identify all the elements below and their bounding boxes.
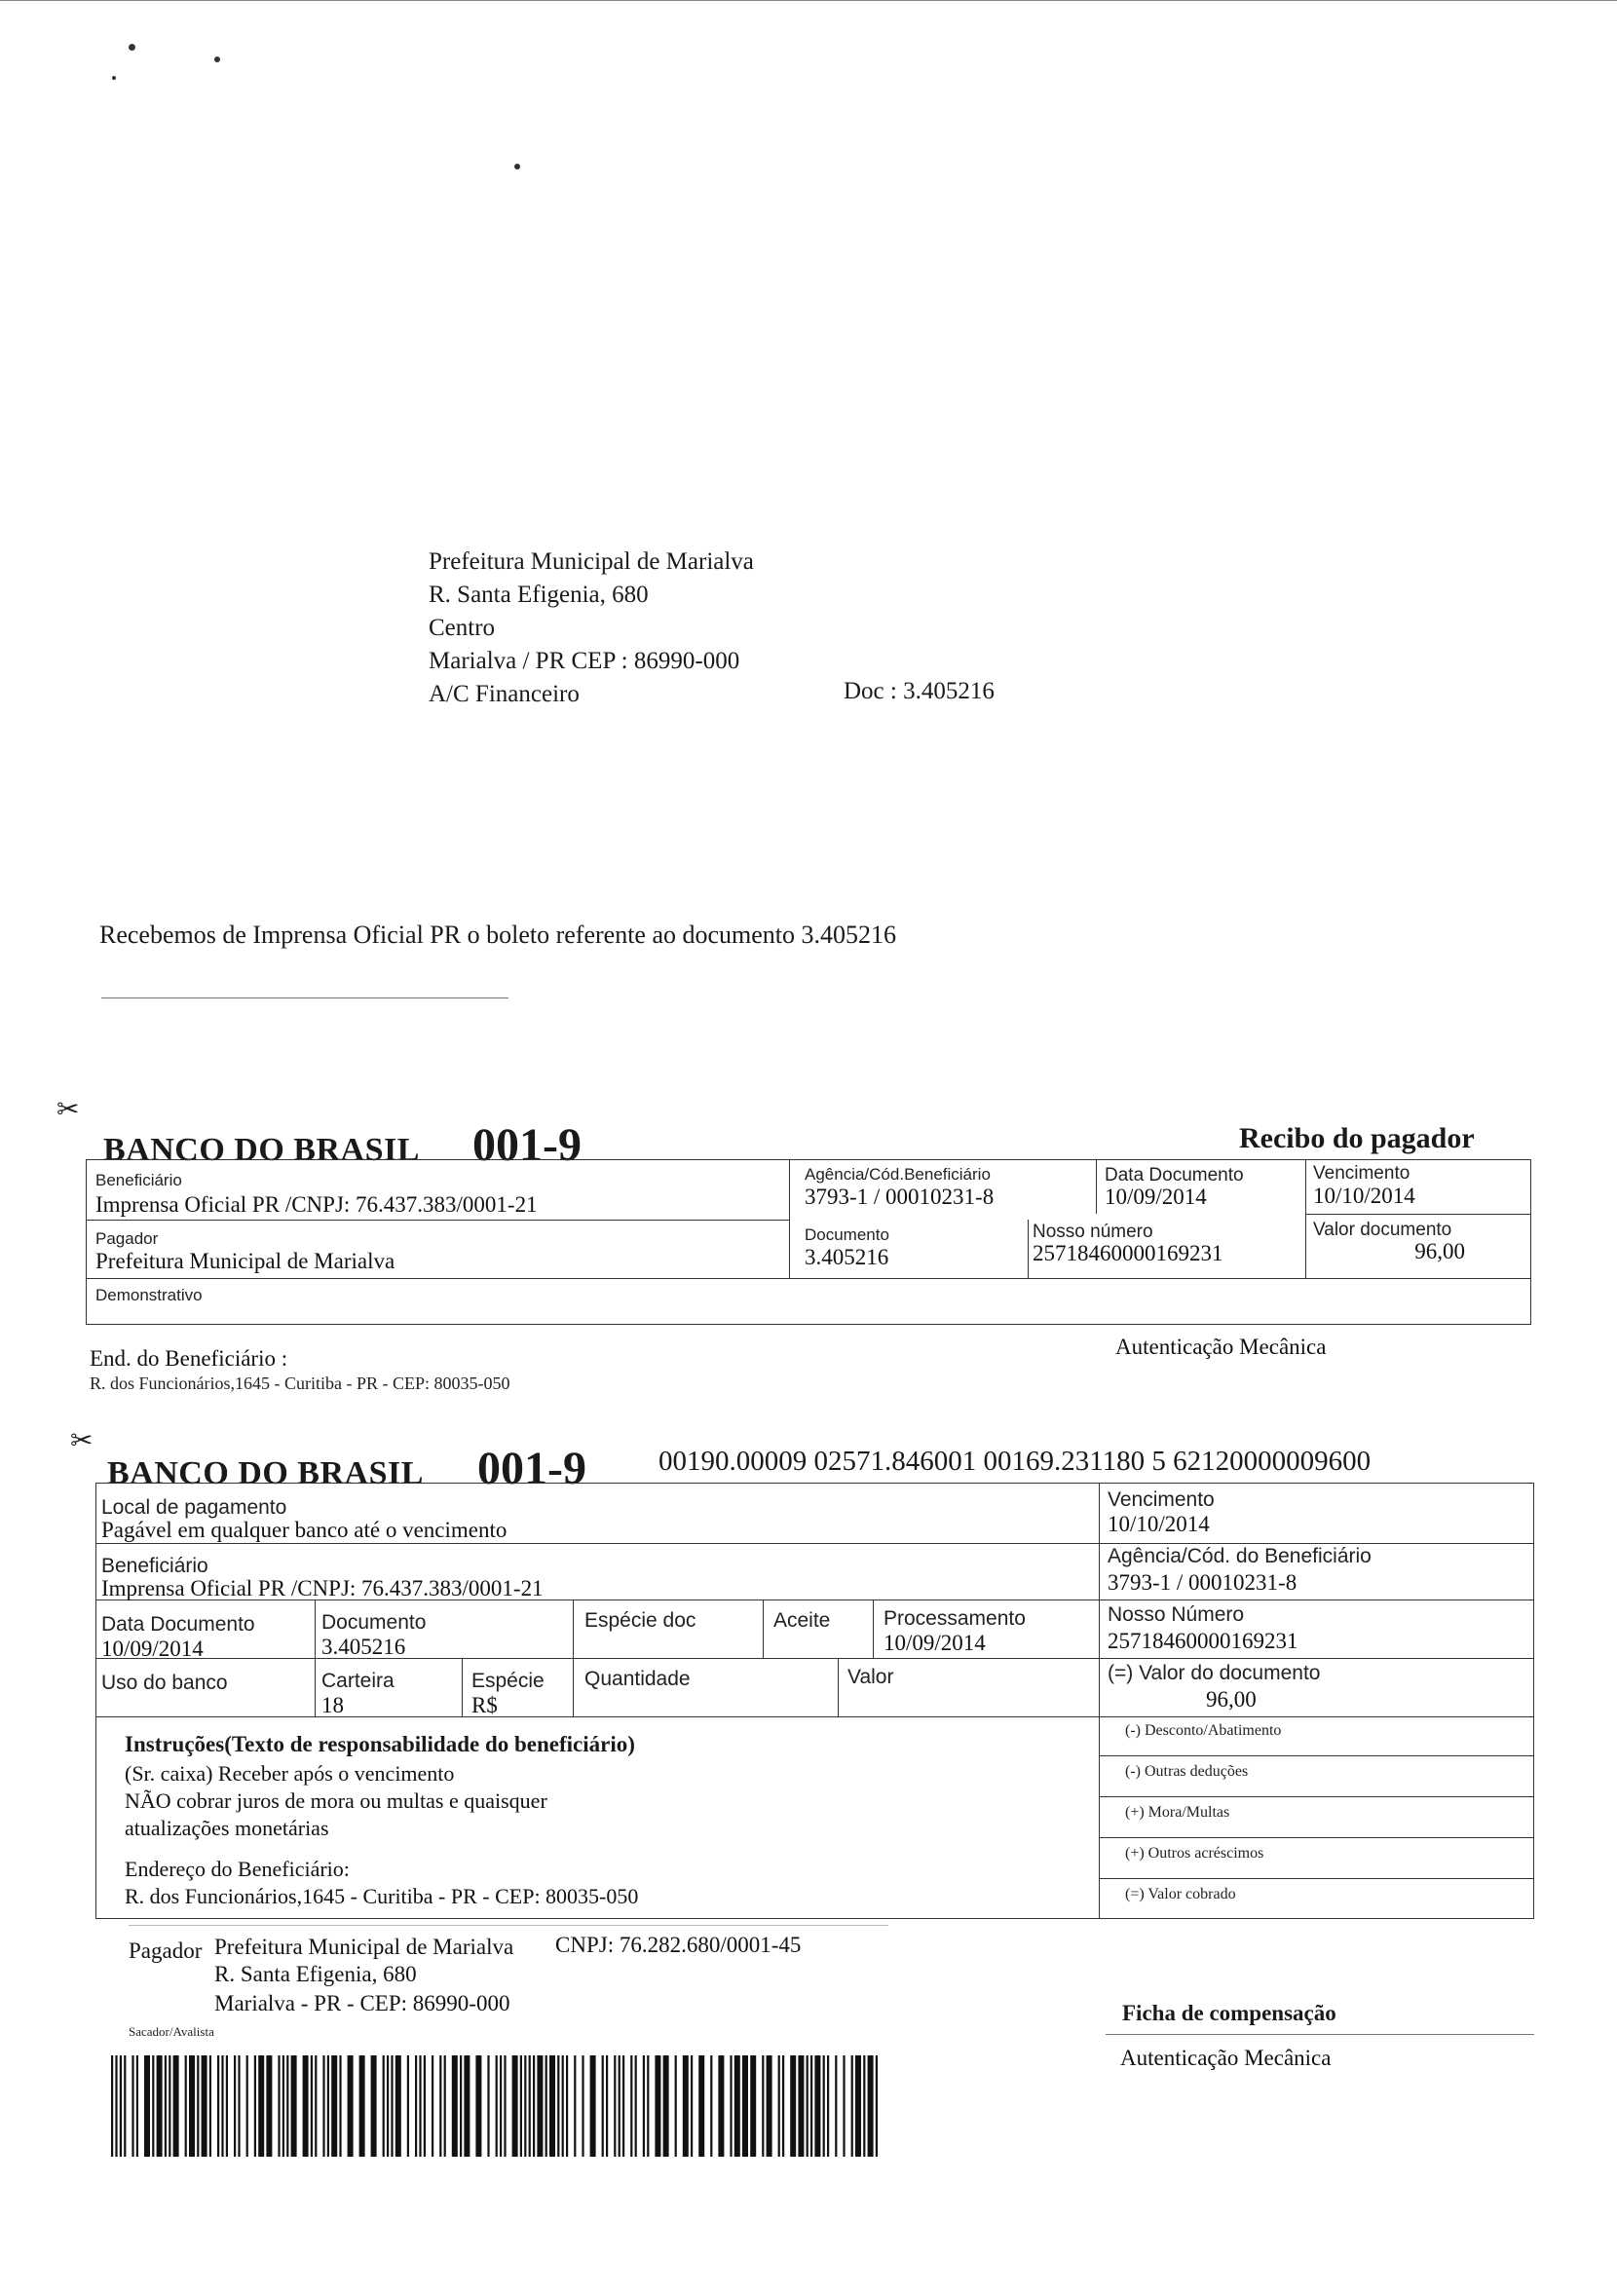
barcode-bar bbox=[217, 2055, 219, 2157]
ficha-col-line bbox=[462, 1658, 463, 1716]
pagador-address: Marialva - PR - CEP: 86990-000 bbox=[214, 1991, 510, 2015]
barcode-bar bbox=[197, 2055, 199, 2157]
linha-digitavel: 00190.00009 02571.846001 00169.231180 5 62120000009600 bbox=[658, 1446, 1372, 1477]
barcode-bar bbox=[863, 2055, 865, 2157]
agencia-value: 3793-1 / 00010231-8 bbox=[1108, 1570, 1297, 1595]
barcode-bar bbox=[157, 2055, 163, 2157]
barcode-bar bbox=[165, 2055, 167, 2157]
barcode-bar bbox=[810, 2055, 812, 2157]
barcode-bar bbox=[415, 2055, 417, 2157]
especie-value: R$ bbox=[471, 1693, 498, 1717]
vencimento-value: 10/10/2014 bbox=[1313, 1184, 1415, 1208]
aceite-label: Aceite bbox=[773, 1609, 831, 1632]
pagador-address: R. Santa Efigenia, 680 bbox=[214, 1962, 417, 1986]
ficha-row-line bbox=[1099, 1755, 1534, 1756]
barcode-bar bbox=[557, 2055, 559, 2157]
recibo-row-line bbox=[1305, 1214, 1531, 1215]
vencimento-label: Vencimento bbox=[1313, 1163, 1410, 1184]
ficha-row-line bbox=[1099, 1837, 1534, 1838]
ficha-col-line bbox=[315, 1600, 316, 1716]
barcode-bar bbox=[282, 2055, 284, 2157]
barcode-bar bbox=[520, 2055, 522, 2157]
ficha-col-line bbox=[763, 1600, 764, 1658]
barcode-bar bbox=[115, 2055, 117, 2157]
barcode-bar bbox=[622, 2055, 624, 2157]
agencia-label: Agência/Cód.Beneficiário bbox=[805, 1165, 991, 1184]
barcode-bar bbox=[533, 2055, 535, 2157]
barcode-bar bbox=[144, 2055, 150, 2157]
demonstrativo-label: Demonstrativo bbox=[95, 1286, 203, 1304]
carteira-label: Carteira bbox=[321, 1670, 395, 1692]
barcode-bar bbox=[851, 2055, 853, 2157]
end-beneficiario-value: R. dos Funcionários,1645 - Curitiba - PR - CEP: 80035-050 bbox=[90, 1374, 510, 1393]
barcode-bar bbox=[782, 2055, 784, 2157]
barcode-bar bbox=[512, 2055, 518, 2157]
barcode-bar bbox=[254, 2055, 256, 2157]
desconto-label: (-) Desconto/Abatimento bbox=[1125, 1722, 1282, 1739]
bank-name: BANCO DO BRASIL bbox=[103, 1132, 420, 1168]
barcode-bar bbox=[311, 2055, 313, 2157]
barcode-bar bbox=[359, 2055, 365, 2157]
barcode-bar bbox=[827, 2055, 829, 2157]
local-pagamento-value: Pagável em qualquer banco até o vencimento bbox=[101, 1518, 508, 1542]
barcode-bar bbox=[843, 2055, 845, 2157]
barcode-bar bbox=[807, 2055, 808, 2157]
barcode-bar bbox=[602, 2055, 604, 2157]
barcode-bar bbox=[387, 2055, 389, 2157]
beneficiario-value: Imprensa Oficial PR /CNPJ: 76.437.383/0001-21 bbox=[95, 1192, 538, 1217]
ficha-row-line bbox=[95, 1658, 1534, 1659]
agencia-value: 3793-1 / 00010231-8 bbox=[805, 1185, 995, 1209]
autenticacao-line bbox=[1106, 2034, 1534, 2035]
barcode-bar bbox=[278, 2055, 280, 2157]
valor-documento-value: 96,00 bbox=[1206, 1687, 1257, 1712]
beneficiario-value: Imprensa Oficial PR /CNPJ: 76.437.383/0001-21 bbox=[101, 1576, 544, 1600]
vencimento-value: 10/10/2014 bbox=[1108, 1512, 1210, 1536]
barcode-bar bbox=[691, 2055, 693, 2157]
barcode-bar bbox=[742, 2055, 748, 2157]
barcode-bar bbox=[383, 2055, 385, 2157]
ficha-col-line bbox=[573, 1600, 574, 1716]
ficha-row-line bbox=[95, 1543, 1534, 1544]
barcode-bar bbox=[322, 2055, 324, 2157]
endereco-beneficiario-value: R. dos Funcionários,1645 - Curitiba - PR - CEP: 80035-050 bbox=[125, 1884, 639, 1908]
barcode-bar bbox=[647, 2055, 649, 2157]
barcode-bar bbox=[562, 2055, 564, 2157]
beneficiario-label: Beneficiário bbox=[101, 1555, 208, 1577]
end-beneficiario-label: End. do Beneficiário : bbox=[90, 1346, 288, 1371]
barcode-bar bbox=[876, 2055, 878, 2157]
recibo-col-line bbox=[1096, 1159, 1097, 1214]
barcode-bar bbox=[750, 2055, 756, 2157]
barcode-bar bbox=[698, 2055, 704, 2157]
address-line: R. Santa Efigenia, 680 bbox=[429, 582, 649, 608]
barcode-bar bbox=[226, 2055, 228, 2157]
bank-code: 001-9 bbox=[477, 1443, 586, 1494]
valor-label: Valor bbox=[847, 1666, 894, 1688]
barcode-bar bbox=[823, 2055, 825, 2157]
barcode-bar bbox=[529, 2055, 531, 2157]
instrucoes-title: Instruções(Texto de responsabilidade do beneficiário) bbox=[125, 1732, 635, 1756]
mora-multas-label: (+) Mora/Multas bbox=[1125, 1804, 1230, 1821]
bank-code: 001-9 bbox=[472, 1119, 582, 1171]
barcode-bar bbox=[619, 2055, 620, 2157]
barcode-bar bbox=[710, 2055, 712, 2157]
barcode-bar bbox=[549, 2055, 555, 2157]
processamento-label: Processamento bbox=[884, 1607, 1026, 1630]
barcode-bar bbox=[663, 2055, 669, 2157]
doc-number: Doc : 3.405216 bbox=[844, 678, 995, 704]
outras-deducoes-label: (-) Outras deduções bbox=[1125, 1763, 1249, 1780]
barcode-bar bbox=[258, 2055, 264, 2157]
recibo-title: Recibo do pagador bbox=[1239, 1122, 1475, 1154]
barcode-bar bbox=[675, 2055, 677, 2157]
uso-banco-label: Uso do banco bbox=[101, 1672, 228, 1694]
barcode-bar bbox=[582, 2055, 583, 2157]
barcode-bar bbox=[120, 2055, 122, 2157]
barcode-bar bbox=[152, 2055, 154, 2157]
data-documento-value: 10/09/2014 bbox=[1105, 1185, 1207, 1209]
barcode-bar bbox=[524, 2055, 526, 2157]
barcode-bar bbox=[221, 2055, 223, 2157]
barcode-bar bbox=[643, 2055, 645, 2157]
barcode-bar bbox=[439, 2055, 441, 2157]
vencimento-label: Vencimento bbox=[1108, 1488, 1215, 1511]
especie-label: Espécie bbox=[471, 1670, 545, 1692]
address-line: Marialva / PR CEP : 86990-000 bbox=[429, 648, 740, 674]
recibo-row-line bbox=[86, 1278, 1531, 1279]
pagador-cnpj: CNPJ: 76.282.680/0001-45 bbox=[555, 1933, 802, 1957]
address-line: A/C Financeiro bbox=[429, 681, 580, 707]
pagador-value: Prefeitura Municipal de Marialva bbox=[95, 1249, 395, 1273]
barcode-bar bbox=[202, 2055, 207, 2157]
receipt-statement: Recebemos de Imprensa Oficial PR o boleto referente ao documento 3.405216 bbox=[99, 921, 897, 949]
barcode-bar bbox=[487, 2055, 489, 2157]
processamento-value: 10/09/2014 bbox=[884, 1631, 986, 1655]
valor-documento-label: (=) Valor do documento bbox=[1108, 1662, 1321, 1684]
barcode-bar bbox=[500, 2055, 502, 2157]
nosso-numero-label: Nosso Número bbox=[1108, 1603, 1245, 1626]
barcode-bar bbox=[606, 2055, 608, 2157]
address-block bbox=[429, 546, 754, 711]
endereco-beneficiario-label: Endereço do Beneficiário: bbox=[125, 1857, 350, 1881]
barcode-bar bbox=[209, 2055, 211, 2157]
barcode-bar bbox=[545, 2055, 547, 2157]
barcode-bar bbox=[537, 2055, 543, 2157]
barcode-bar bbox=[395, 2055, 401, 2157]
barcode-bar bbox=[266, 2055, 272, 2157]
barcode-bar bbox=[762, 2055, 764, 2157]
barcode-bar bbox=[496, 2055, 498, 2157]
scan-speck bbox=[514, 164, 520, 169]
instrucao-line: atualizações monetárias bbox=[125, 1816, 329, 1840]
valor-cobrado-label: (=) Valor cobrado bbox=[1125, 1886, 1236, 1902]
agencia-label: Agência/Cód. do Beneficiário bbox=[1108, 1545, 1372, 1567]
barcode-bar bbox=[246, 2055, 248, 2157]
outros-acrescimos-label: (+) Outros acréscimos bbox=[1125, 1845, 1264, 1862]
barcode-bar bbox=[614, 2055, 616, 2157]
barcode-bar bbox=[460, 2055, 462, 2157]
documento-value: 3.405216 bbox=[321, 1635, 406, 1659]
scissors-icon: ✂ bbox=[56, 1093, 80, 1125]
barcode-bar bbox=[327, 2055, 329, 2157]
recibo-row-line bbox=[86, 1220, 789, 1221]
nosso-numero-label: Nosso número bbox=[1033, 1222, 1153, 1242]
barcode-bar bbox=[173, 2055, 179, 2157]
barcode-bar bbox=[424, 2055, 426, 2157]
barcode-bar bbox=[189, 2055, 195, 2157]
ficha-row-line bbox=[95, 1716, 1534, 1717]
data-documento-label: Data Documento bbox=[101, 1613, 255, 1636]
barcode-bar bbox=[419, 2055, 421, 2157]
barcode-bar bbox=[286, 2055, 288, 2157]
scissors-icon: ✂ bbox=[70, 1424, 94, 1456]
barcode-bar bbox=[339, 2055, 341, 2157]
local-pagamento-label: Local de pagamento bbox=[101, 1496, 287, 1519]
nosso-numero-value: 25718460000169231 bbox=[1108, 1629, 1298, 1653]
barcode-bar bbox=[730, 2055, 732, 2157]
barcode-bar bbox=[303, 2055, 309, 2157]
data-documento-value: 10/09/2014 bbox=[101, 1637, 204, 1661]
autenticacao-label: Autenticação Mecânica bbox=[1120, 2046, 1332, 2070]
barcode-bar bbox=[111, 2055, 113, 2157]
barcode-bar bbox=[683, 2055, 689, 2157]
barcode-bar bbox=[432, 2055, 433, 2157]
scan-speck bbox=[129, 44, 135, 51]
barcode bbox=[111, 2055, 879, 2157]
barcode-bar bbox=[407, 2055, 409, 2157]
barcode-bar bbox=[630, 2055, 632, 2157]
documento-label: Documento bbox=[321, 1611, 427, 1634]
beneficiario-label: Beneficiário bbox=[95, 1171, 182, 1189]
pagador-underline bbox=[129, 1925, 888, 1926]
ficha-row-line bbox=[1099, 1878, 1534, 1879]
bank-name: BANCO DO BRASIL bbox=[107, 1455, 424, 1491]
data-documento-label: Data Documento bbox=[1105, 1165, 1244, 1186]
barcode-bar bbox=[291, 2055, 297, 2157]
barcode-bar bbox=[169, 2055, 170, 2157]
scan-speck bbox=[112, 76, 116, 80]
signature-line bbox=[101, 997, 508, 998]
instrucao-line: (Sr. caixa) Receber após o vencimento bbox=[125, 1761, 455, 1786]
ficha-title: Ficha de compensação bbox=[1122, 2001, 1336, 2025]
barcode-bar bbox=[778, 2055, 780, 2157]
barcode-bar bbox=[234, 2055, 236, 2157]
ficha-col-line bbox=[838, 1658, 839, 1716]
especie-doc-label: Espécie doc bbox=[584, 1609, 696, 1632]
barcode-bar bbox=[574, 2055, 576, 2157]
barcode-bar bbox=[814, 2055, 820, 2157]
barcode-bar bbox=[855, 2055, 861, 2157]
barcode-bar bbox=[790, 2055, 796, 2157]
barcode-bar bbox=[635, 2055, 637, 2157]
quantidade-label: Quantidade bbox=[584, 1668, 691, 1690]
valor-documento-value: 96,00 bbox=[1414, 1239, 1465, 1263]
ficha-col-line bbox=[1099, 1483, 1100, 1919]
ficha-row-line bbox=[1099, 1796, 1534, 1797]
barcode-bar bbox=[391, 2055, 393, 2157]
pagador-name: Prefeitura Municipal de Marialva bbox=[214, 1935, 514, 1959]
barcode-bar bbox=[655, 2055, 660, 2157]
page-top-edge bbox=[0, 0, 1617, 1]
barcode-bar bbox=[371, 2055, 377, 2157]
address-line: Prefeitura Municipal de Marialva bbox=[429, 548, 754, 575]
recibo-col-line bbox=[1305, 1159, 1306, 1278]
documento-label: Documento bbox=[805, 1225, 889, 1244]
scan-speck bbox=[214, 56, 220, 62]
barcode-bar bbox=[718, 2055, 724, 2157]
nosso-numero-value: 25718460000169231 bbox=[1033, 1241, 1223, 1265]
barcode-bar bbox=[136, 2055, 138, 2157]
autenticacao-label: Autenticação Mecânica bbox=[1115, 1335, 1327, 1359]
barcode-bar bbox=[464, 2055, 470, 2157]
recibo-col-line bbox=[789, 1159, 790, 1278]
barcode-bar bbox=[348, 2055, 354, 2157]
barcode-bar bbox=[566, 2055, 568, 2157]
documento-value: 3.405216 bbox=[805, 1245, 889, 1269]
barcode-bar bbox=[238, 2055, 240, 2157]
barcode-bar bbox=[798, 2055, 804, 2157]
ficha-col-line bbox=[873, 1600, 874, 1658]
barcode-bar bbox=[185, 2055, 187, 2157]
barcode-bar bbox=[504, 2055, 506, 2157]
barcode-bar bbox=[444, 2055, 446, 2157]
address-line: Centro bbox=[429, 615, 496, 641]
barcode-bar bbox=[590, 2055, 596, 2157]
barcode-bar bbox=[734, 2055, 740, 2157]
recibo-col-line bbox=[1028, 1220, 1029, 1278]
instrucao-line: NÃO cobrar juros de mora ou multas e quaisquer bbox=[125, 1788, 547, 1813]
barcode-bar bbox=[767, 2055, 772, 2157]
sacador-avalista-label: Sacador/Avalista bbox=[129, 2024, 214, 2039]
barcode-bar bbox=[132, 2055, 133, 2157]
barcode-bar bbox=[868, 2055, 874, 2157]
barcode-bar bbox=[452, 2055, 458, 2157]
carteira-value: 18 bbox=[321, 1693, 344, 1717]
pagador-label: Pagador bbox=[95, 1229, 159, 1248]
barcode-bar bbox=[124, 2055, 126, 2157]
barcode-bar bbox=[315, 2055, 317, 2157]
pagador-label: Pagador bbox=[129, 1938, 203, 1963]
barcode-bar bbox=[835, 2055, 837, 2157]
barcode-bar bbox=[331, 2055, 337, 2157]
valor-documento-label: Valor documento bbox=[1313, 1220, 1452, 1240]
barcode-bar bbox=[475, 2055, 481, 2157]
